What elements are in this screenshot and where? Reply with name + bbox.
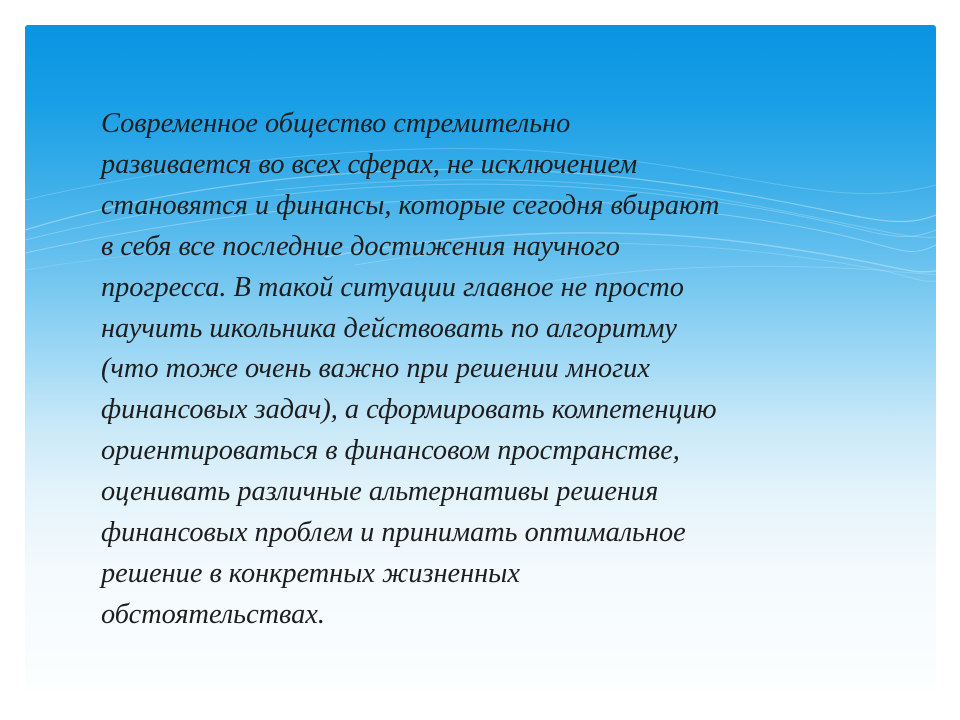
main-paragraph: Современное общество стремительно развивается во всех сферах, не исключением становятся и финансы, которые сегодня вбирают в себя все последние достижения научного прогресса. В такой ситуации главное не просто научить школьника действовать по алгоритму (что тоже очень важно при решении многих финансовых задач), а сформировать компетенцию ориентироваться в финансовом пространстве, оценивать различные альтернативы решения финансовых проблем и принимать оптимальное решение в конкретных жизненных обстоятельствах.	[101, 108, 720, 630]
